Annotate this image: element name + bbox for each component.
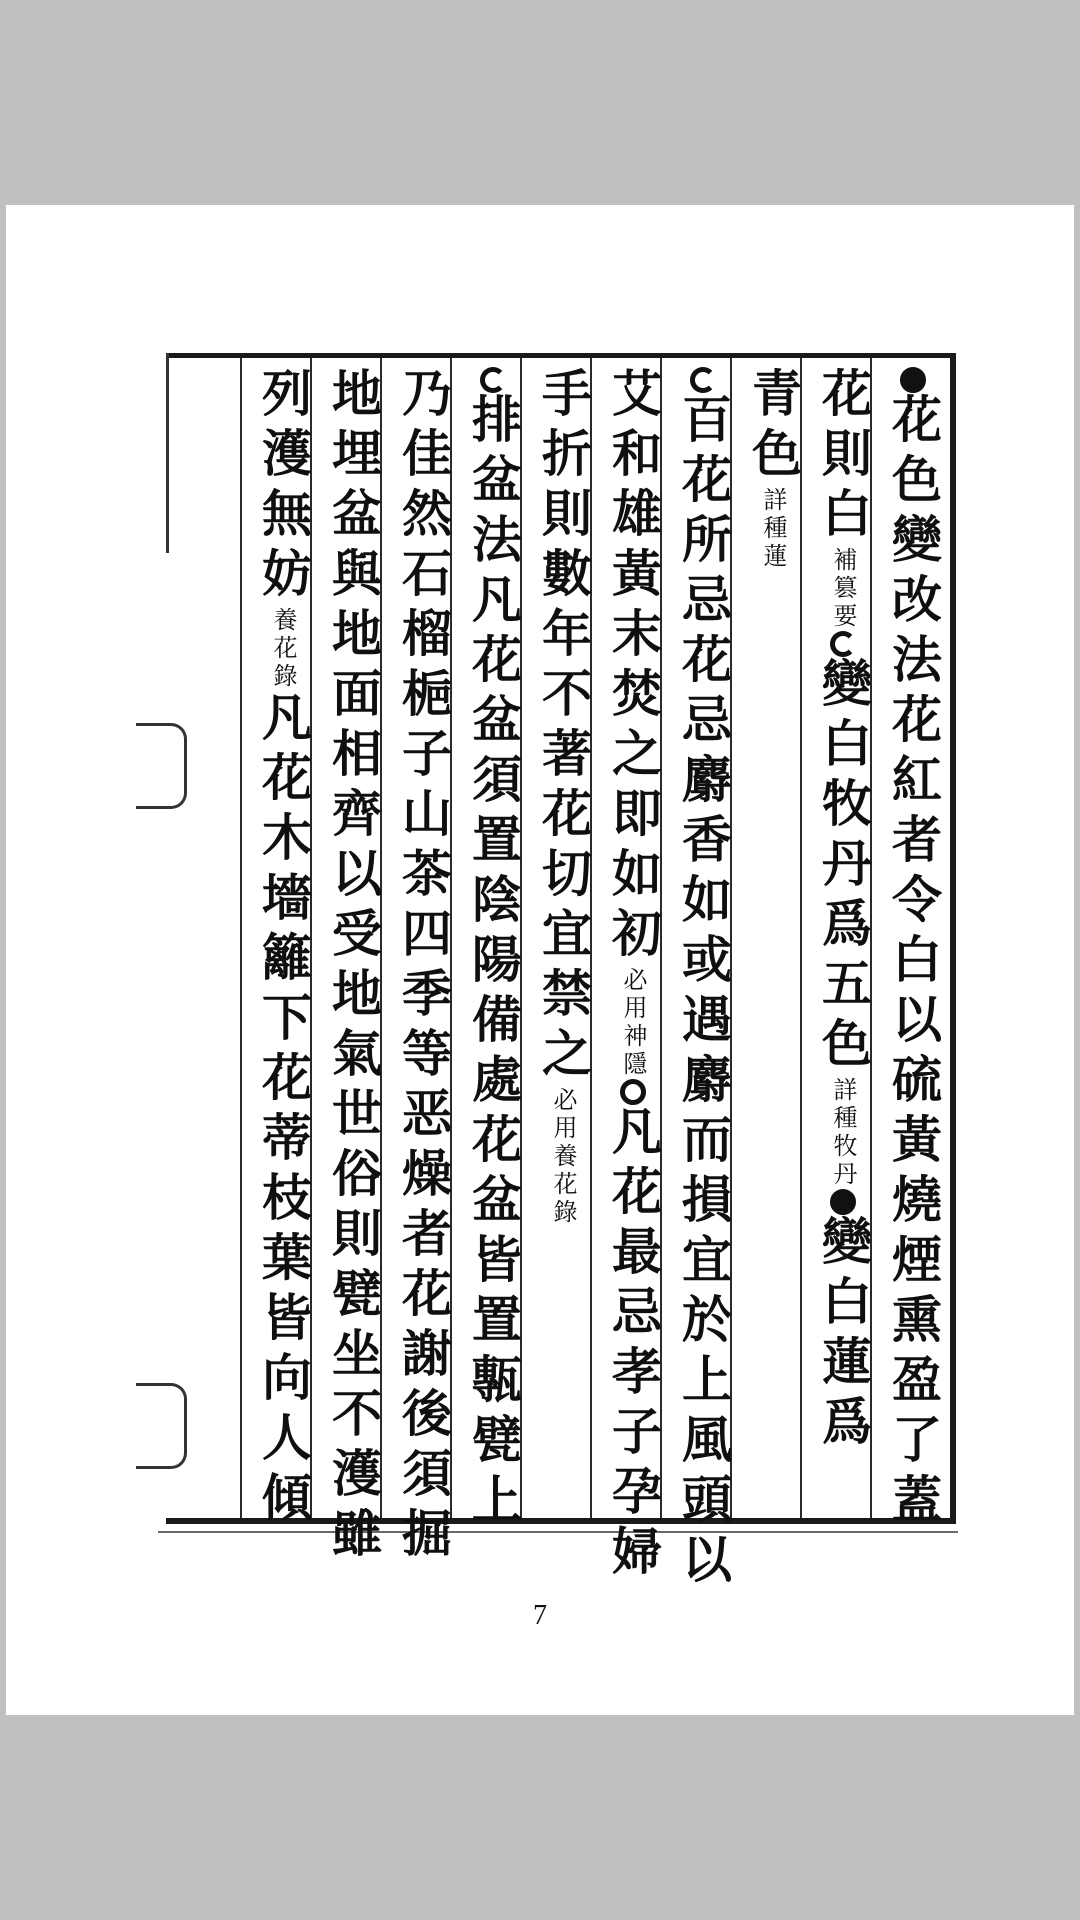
annotation-note: 養花錄 [269,607,297,691]
column-text: 手折則數年不著花切宜禁之 [534,367,593,1087]
column-text: 乃佳然石榴梔子山茶四季等恶燥者花謝後須掘 [394,367,453,1567]
filled-circle-marker-icon [900,367,926,393]
column-text: 花色變改法花紅者令白以硫黃燒煙熏盈了蓋 [884,393,943,1533]
text-column-7 [458,367,528,1533]
woodblock-scan [166,353,956,1593]
column-rule [240,358,242,1518]
column-text: 地埋盆與地面相齊以受地氣世俗則甓坐不濩雖 [324,367,383,1567]
frame-right [950,353,956,1524]
frame-top [166,353,956,358]
scanned-page [6,205,1074,1715]
annotation-note: 必用養花錄 [549,1087,577,1227]
column-text: 青色 [744,367,803,487]
text-column-8 [388,367,458,1567]
filled-circle-marker-icon [830,1189,856,1215]
frame-bottom-outer [158,1531,958,1533]
half-circle-marker-icon [690,367,716,393]
seal-mark-lower [136,1383,187,1469]
column-text: 排盆法凡花盆須置陰陽備處花盆皆置甎甓上 [464,393,523,1533]
annotation-note: 詳種蓮 [759,487,787,571]
half-circle-marker-icon [830,631,856,657]
column-text: 凡花木墻籬下花蒂枝葉皆向人傾 [254,691,313,1531]
text-column-6 [528,367,598,1227]
annotation-note: 必用神隱 [619,967,647,1079]
page-number: 7 [533,1600,547,1631]
text-column-10 [248,367,318,1531]
text-column-9 [318,367,388,1567]
text-column-2 [808,367,878,1455]
text-column-4 [668,367,738,1593]
column-text: 艾和雄黃末焚之即如初 [604,367,663,967]
text-column-1 [878,367,948,1533]
column-text: 百花所忌花忌麝香如或遇麝而損宜於上風頭以 [674,393,733,1593]
annotation-note: 補篡要 [829,547,857,631]
column-text: 變白蓮爲 [814,1215,873,1455]
open-circle-marker-icon [620,1079,646,1105]
column-text: 列濩無妨 [254,367,313,607]
frame-left [166,353,169,553]
column-text: 變白牧丹爲五色 [814,657,873,1077]
text-column-5 [598,367,668,1585]
seal-mark-upper [136,723,187,809]
column-text: 凡花最忌孝子孕婦 [604,1105,663,1585]
text-column-3 [738,367,808,571]
column-text: 花則白 [814,367,873,547]
half-circle-marker-icon [480,367,506,393]
annotation-note: 詳種牧丹 [829,1077,857,1189]
